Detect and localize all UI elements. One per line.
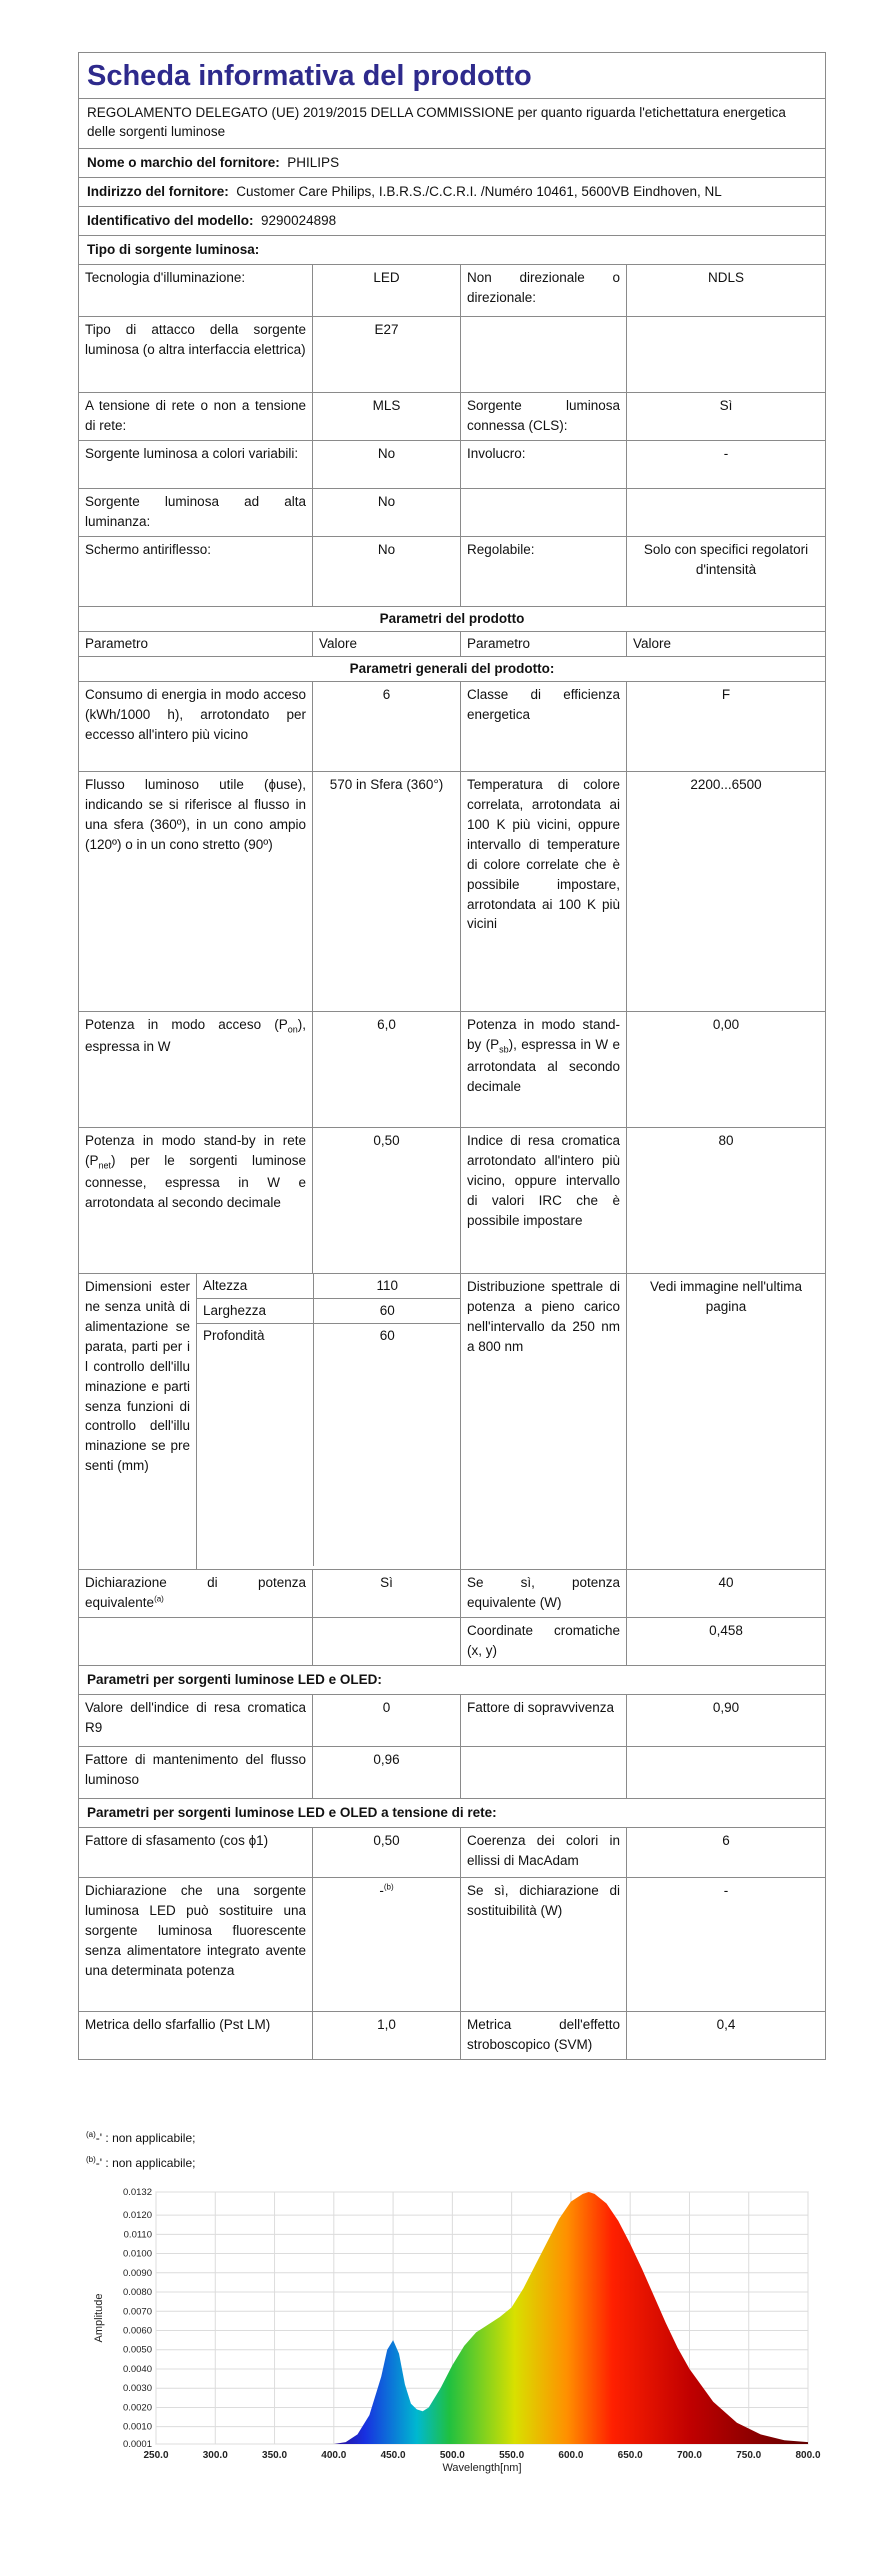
x-tick-label: 700.0 [676, 2450, 702, 2461]
supplier-name-row [79, 148, 826, 177]
cap-type-label: Tipo di attacco della sorgente luminosa (o altra interfaccia elettrica) [79, 316, 313, 392]
high-luminance-value: No [313, 488, 461, 536]
supplier-name-label: Nome o marchio del fornitore: [87, 154, 280, 170]
cap-type-value: E27 [313, 316, 461, 392]
y-tick-label: 0.0132 [122, 2187, 152, 2198]
y-tick-label: 0.0120 [122, 2210, 152, 2222]
supplier-name-value: PHILIPS [287, 154, 340, 170]
empty-cell [461, 488, 627, 536]
empty-cell [461, 1746, 627, 1798]
empty-cell [461, 316, 627, 392]
equivalent-watt-label: Se sì, potenza equivalente (W) [461, 1569, 627, 1617]
col-value-header: Valore [627, 631, 826, 656]
anti-glare-value: No [313, 536, 461, 606]
depth-label: Profondità [197, 1323, 313, 1566]
svm-label: Metrica dell'effetto stroboscopico (SVM) [461, 2011, 627, 2059]
x-tick-label: 350.0 [262, 2450, 288, 2461]
dimensions-subtable [197, 1273, 461, 1569]
empty-cell [79, 1617, 313, 1665]
x-tick-label: 400.0 [321, 2450, 347, 2461]
y-tick-label: 0.0050 [122, 2344, 152, 2356]
cri-value: 80 [627, 1127, 826, 1273]
efficiency-class-label: Classe di efficienza energetica [461, 681, 627, 771]
replacement-claim-value: -$^{(b)}$ [313, 1877, 461, 2011]
footnote-a: $^{(a)}$-' : non applicabile; [86, 2130, 196, 2145]
mains-value: MLS [313, 392, 461, 440]
y-tick-label: 0.0010 [122, 2421, 152, 2433]
footnotes [86, 2124, 195, 2174]
height-label: Altezza [197, 1274, 313, 1298]
envelope-value: - [627, 440, 826, 488]
y-tick-label: 0.0001 [122, 2439, 152, 2450]
networked-standby-value: 0,50 [313, 1127, 461, 1273]
substitution-value: - [627, 1877, 826, 2011]
empty-cell [627, 1746, 826, 1798]
empty-cell [313, 1617, 461, 1665]
depth-value: 60 [379, 1327, 395, 1343]
equivalent-power-value: Sì [313, 1569, 461, 1617]
colour-tunable-value: No [313, 440, 461, 488]
networked-standby-label: Potenza in modo stand-by in rete $(P_{net})$ per le sorgenti luminose connesse, espressa in W e arrotondata al secondo decimale [79, 1127, 313, 1273]
energy-consumption-label: Consumo di energia in modo acceso (kWh/1000 h), arrotondato per eccesso all'intero più vicino [79, 681, 313, 771]
spd-label: Distribuzione spettrale di potenza a pieno carico nell'intervallo da 250 nm a 800 nm [461, 1273, 627, 1569]
directional-label: Non direzionale o direzionale: [461, 264, 627, 316]
colour-tunable-label: Sorgente luminosa a colori variabili: [79, 440, 313, 488]
page-title: Scheda informativa del prodotto [79, 53, 826, 99]
x-tick-label: 500.0 [439, 2450, 465, 2461]
cri-label: Indice di resa cromatica arrotondato all'intero più vicino, oppure intervallo di valori IRC che è possibile impostare [461, 1127, 627, 1273]
cct-label: Temperatura di colore correlata, arrotondata ai 100 K più vicini, oppure intervallo di temperature di colore correlate che è possibile impostare, arrotondata ai 100 K più vicini [461, 771, 627, 1011]
dimmable-value: Solo con specifici regolatori d'intensità [627, 536, 826, 606]
general-params-heading: Parametri generali del prodotto: [79, 656, 826, 681]
displacement-factor-label: Fattore di sfasamento (cos ϕ1) [79, 1827, 313, 1877]
x-tick-label: 650.0 [617, 2450, 643, 2461]
footnote-b: $^{(b)}$-' : non applicabile; [86, 2155, 196, 2170]
y-tick-label: 0.0080 [122, 2287, 152, 2299]
lumen-maintenance-value: 0,96 [313, 1746, 461, 1798]
empty-cell [627, 488, 826, 536]
col-param-header: Parametro [79, 631, 313, 656]
model-id-value: 9290024898 [261, 212, 337, 228]
x-tick-label: 750.0 [736, 2450, 762, 2461]
on-mode-power-label: Potenza in modo acceso $(P_{on})$, espressa in W [79, 1011, 313, 1127]
model-id-label: Identificativo del modello: [87, 212, 254, 228]
substitution-label: Se sì, dichiarazione di sostituibilità (W) [461, 1877, 627, 2011]
y-tick-label: 0.0030 [122, 2383, 152, 2395]
chromaticity-label: Coordinate cromatiche (x, y) [461, 1617, 627, 1665]
r9-value: 0 [313, 1694, 461, 1746]
y-tick-label: 0.0070 [122, 2306, 152, 2318]
x-tick-label: 600.0 [558, 2450, 584, 2461]
standby-power-label: Potenza in modo stand-by $(P_{sb})$, espressa in W e arrotondata al secondo decimale [461, 1011, 627, 1127]
regulation-text: REGOLAMENTO DELEGATO (UE) 2019/2015 DELLA COMMISSIONE per quanto riguarda l'etichettatura energetica delle sorgenti luminose [79, 98, 826, 148]
macadam-label: Coerenza dei colori in ellissi di MacAdam [461, 1827, 627, 1877]
flicker-label: Metrica dello sfarfallio (Pst LM) [79, 2011, 313, 2059]
spectral-power-chart [88, 2180, 828, 2480]
supplier-address-row [79, 177, 826, 206]
flicker-value: 1,0 [313, 2011, 461, 2059]
product-params-heading: Parametri del prodotto [79, 606, 826, 631]
empty-cell [627, 316, 826, 392]
lighting-tech-value: LED [313, 264, 461, 316]
x-tick-label: 300.0 [202, 2450, 228, 2461]
lighting-tech-label: Tecnologia d'illuminazione: [79, 264, 313, 316]
y-tick-label: 0.0090 [122, 2267, 152, 2279]
survival-factor-value: 0,90 [627, 1694, 826, 1746]
cct-value: 2200...6500 [627, 771, 826, 1011]
source-type-heading: Tipo di sorgente luminosa: [79, 235, 826, 264]
anti-glare-label: Schermo antiriflesso: [79, 536, 313, 606]
y-axis-label: Amplitude [93, 2293, 105, 2343]
sheet-table [78, 52, 826, 2060]
y-tick-label: 0.0110 [123, 2229, 152, 2241]
efficiency-class-value: F [627, 681, 826, 771]
x-tick-label: 250.0 [143, 2450, 169, 2461]
directional-value: NDLS [627, 264, 826, 316]
col-param-header: Parametro [461, 631, 627, 656]
height-value: 110 [313, 1274, 461, 1298]
standby-power-value: 0,00 [627, 1011, 826, 1127]
useful-flux-label: Flusso luminoso utile (ɸuse), indicando se si riferisce al flusso in una sfera (360º), in un cono ampio (120º) o in un cono stretto (90º) [79, 771, 313, 1011]
chromaticity-value: 0,458 [627, 1617, 826, 1665]
displacement-factor-value: 0,50 [313, 1827, 461, 1877]
cls-value: Sì [627, 392, 826, 440]
col-value-header: Valore [313, 631, 461, 656]
svm-value: 0,4 [627, 2011, 826, 2059]
supplier-address-value: Customer Care Philips, I.B.R.S./C.C.R.I. /Numéro 10461, 5600VB Eindhoven, NL [236, 183, 722, 199]
spectrum-svg [88, 2180, 828, 2480]
envelope-label: Involucro: [461, 440, 627, 488]
high-luminance-label: Sorgente luminosa ad alta luminanza: [79, 488, 313, 536]
cls-label: Sorgente luminosa connessa (CLS): [461, 392, 627, 440]
lumen-maintenance-label: Fattore di mantenimento del flusso luminoso [79, 1746, 313, 1798]
spd-value: Vedi immagine nell'ultima pagina [627, 1273, 826, 1569]
energy-consumption-value: 6 [313, 681, 461, 771]
replacement-claim-label: Dichiarazione che una sorgente luminosa LED può sostituire una sorgente luminosa fluorescente senza alimentatore integrato avente una determinata potenza [79, 1877, 313, 2011]
mains-led-params-heading: Parametri per sorgenti luminose LED e OLED a tensione di rete: [79, 1798, 826, 1827]
on-mode-power-value: 6,0 [313, 1011, 461, 1127]
y-tick-label: 0.0060 [122, 2325, 152, 2337]
r9-label: Valore dell'indice di resa cromatica R9 [79, 1694, 313, 1746]
y-tick-label: 0.0040 [122, 2363, 152, 2375]
y-tick-label: 0.0100 [122, 2248, 152, 2260]
led-params-heading: Parametri per sorgenti luminose LED e OLED: [79, 1665, 826, 1694]
model-id-row [79, 206, 826, 235]
y-tick-label: 0.0020 [122, 2402, 152, 2414]
product-information-sheet [78, 52, 825, 2060]
useful-flux-value: 570 in Sfera (360°) [313, 771, 461, 1011]
x-tick-label: 450.0 [380, 2450, 406, 2461]
x-tick-label: 550.0 [499, 2450, 525, 2461]
x-tick-label: 800.0 [795, 2450, 821, 2461]
equivalent-power-label: Dichiarazione di potenza equivalente$^{(a)}$ [79, 1569, 313, 1617]
width-label: Larghezza [197, 1298, 313, 1323]
supplier-address-label: Indirizzo del fornitore: [87, 183, 229, 199]
survival-factor-label: Fattore di sopravvivenza [461, 1694, 627, 1746]
dimmable-label: Regolabile: [461, 536, 627, 606]
mains-label: A tensione di rete o non a tensione di rete: [79, 392, 313, 440]
x-axis-label: Wavelength[nm] [442, 2462, 522, 2474]
macadam-value: 6 [627, 1827, 826, 1877]
dimensions-label: Dimensioni esterne senza unità di alimentazione separata, parti per il controllo dell'illuminazione e parti senza funzioni di controllo dell'illuminazione se presenti (mm) [79, 1273, 197, 1569]
equivalent-watt-value: 40 [627, 1569, 826, 1617]
width-value: 60 [313, 1298, 461, 1323]
